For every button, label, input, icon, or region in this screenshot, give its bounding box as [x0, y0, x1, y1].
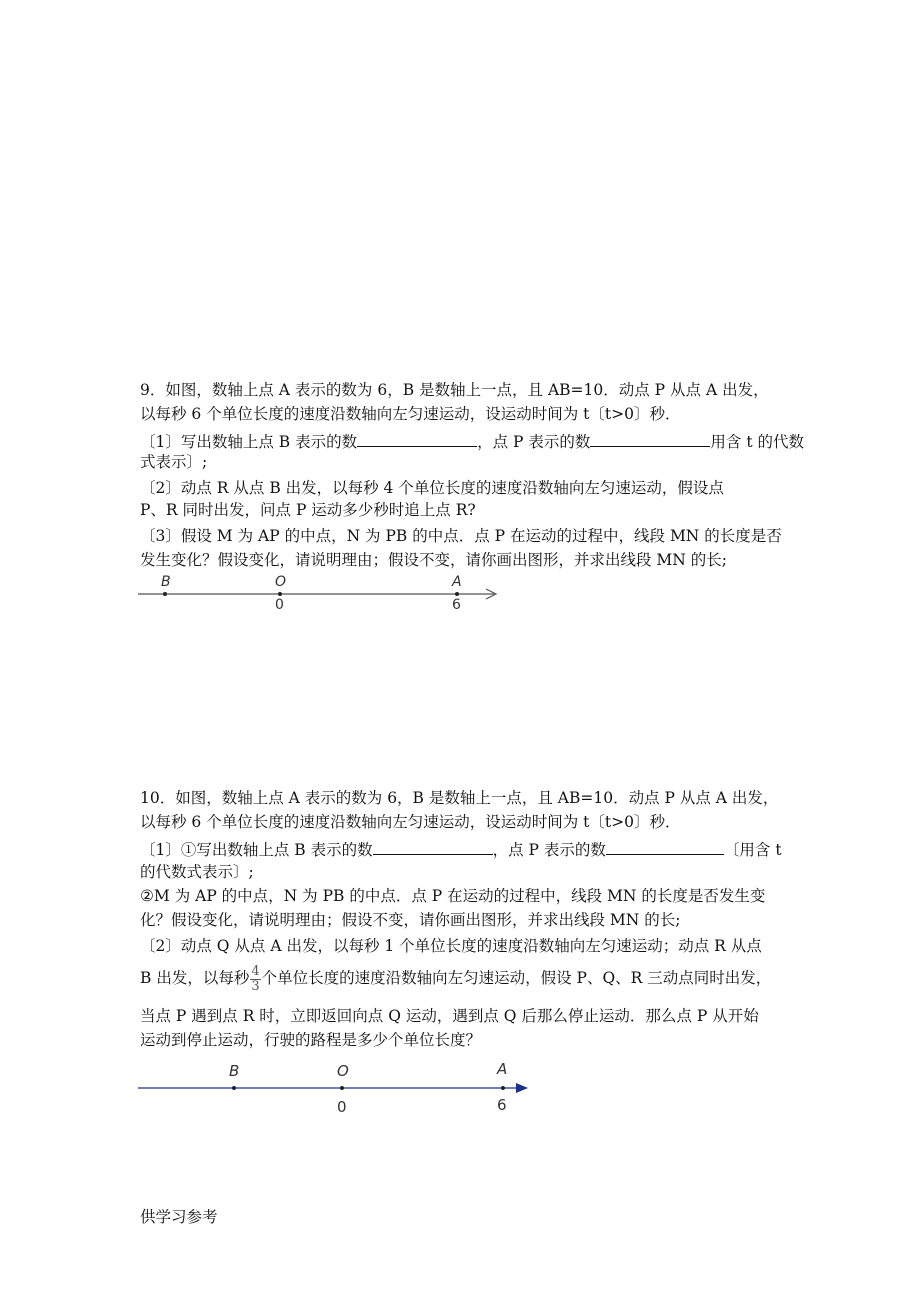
q9-part2-line-2: P、R 同时出发，问点 P 运动多少秒时追上点 R?	[140, 501, 476, 519]
q10-point-a	[501, 1086, 505, 1090]
q10-part2-text-a: B 出发，以每秒	[140, 969, 250, 987]
q9-label-a: A	[452, 574, 462, 590]
q10-point-b	[232, 1086, 236, 1090]
q10-fraction-num: 4	[251, 963, 260, 979]
q10-part1-text-a: 〔1〕①写出数轴上点 B 表示的数	[140, 841, 373, 859]
q10-axis-arrow	[516, 1083, 528, 1093]
q10-tick-6: 6	[497, 1096, 507, 1114]
q9-number-line	[138, 586, 504, 602]
q9-point-o	[278, 592, 282, 596]
q9-label-b: B	[161, 574, 171, 590]
page-footer: 供学习参考	[140, 1208, 218, 1226]
q10-part2-line-1: 〔2〕动点 Q 从点 A 出发，以每秒 1 个单位长度的速度沿数轴向左匀速运动；动点 R 从点	[140, 937, 762, 955]
q9-tick-0: 0	[275, 597, 284, 613]
q10-answer-blank-b[interactable]	[373, 838, 493, 855]
q9-part1-text-a: 〔1〕写出数轴上点 B 表示的数	[140, 433, 358, 451]
q9-part1-text-b: ，点 P 表示的数	[477, 433, 591, 451]
q9-part1-cont: 式表示〕;	[140, 453, 208, 471]
q10-part2-line-2	[140, 960, 790, 996]
q10-fraction	[250, 965, 260, 994]
q9-point-b	[163, 592, 167, 596]
q10-line-1: 10．如图，数轴上点 A 表示的数为 6，B 是数轴上一点，且 AB=10．动点 P 从点 A 出发，	[140, 789, 779, 807]
q9-part1-text-c: 用含 t 的代数	[710, 433, 804, 451]
q9-part3-line-2: 发生变化？假设变化，请说明理由；假设不变，请你画出图形，并求出线段 MN 的长;	[140, 551, 728, 569]
q10-label-o: O	[337, 1062, 349, 1080]
q10-part1-text-b: ，点 P 表示的数	[492, 841, 606, 859]
q9-line-1: 9．如图，数轴上点 A 表示的数为 6，B 是数轴上一点，且 AB=10．动点 P 从点 A 出发，	[140, 381, 769, 399]
q9-part3-line-1: 〔3〕假设 M 为 AP 的中点，N 为 PB 的中点．点 P 在运动的过程中，线段 MN 的长度是否	[140, 527, 782, 545]
q10-part1-text-c: 〔用含 t	[723, 841, 782, 859]
q10-part2-text-b: 个单位长度的速度沿数轴向左匀速运动，假设 P、Q、R 三动点同时出发，	[261, 969, 772, 987]
q10-point-o	[340, 1086, 344, 1090]
q10-part2-line-3: 当点 P 遇到点 R 时，立即返回向点 Q 运动，遇到点 Q 后那么停止运动．那么点 P 从开始	[140, 1007, 759, 1025]
q10-part1-2-line-2: 化？假设变化，请说明理由；假设不变，请你画出图形，并求出线段 MN 的长;	[140, 911, 681, 929]
q10-line-2: 以每秒 6 个单位长度的速度沿数轴向左匀速运动，设运动时间为 t〔t>0〕秒．	[140, 813, 681, 831]
q10-part2-line-4: 运动到停止运动，行驶的路程是多少个单位长度？	[140, 1031, 482, 1049]
q9-tick-6: 6	[452, 597, 461, 613]
q9-part2-line-1: 〔2〕动点 R 从点 B 出发，以每秒 4 个单位长度的速度沿数轴向左匀速运动，假设点	[140, 479, 724, 497]
q10-part1-cont: 的代数式表示〕;	[140, 863, 254, 881]
q10-part1-2-line-1: ②M 为 AP 的中点，N 为 PB 的中点．点 P 在运动的过程中，线段 MN 的长度是否发生变	[140, 887, 766, 905]
q10-label-b: B	[229, 1062, 240, 1080]
q9-line-2: 以每秒 6 个单位长度的速度沿数轴向左匀速运动，设运动时间为 t〔t>0〕秒．	[140, 405, 681, 423]
q10-tick-0: 0	[337, 1098, 347, 1116]
q10-number-line	[138, 1080, 534, 1096]
q9-part1	[140, 430, 804, 452]
q10-label-a: A	[497, 1060, 508, 1078]
q10-part1	[140, 838, 790, 860]
q10-fraction-den: 3	[251, 978, 260, 994]
q9-answer-blank-p[interactable]	[590, 430, 710, 447]
q9-point-a	[455, 592, 459, 596]
q9-label-o: O	[275, 574, 287, 590]
q10-answer-blank-p[interactable]	[606, 838, 724, 855]
q9-answer-blank-b[interactable]	[357, 430, 477, 447]
